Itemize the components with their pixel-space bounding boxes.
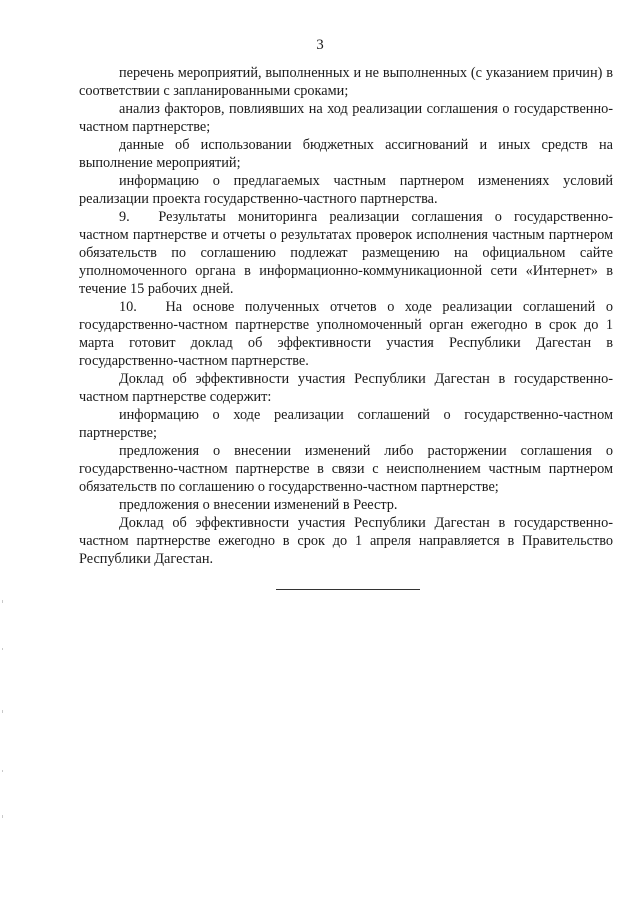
paragraph-progress-info: информацию о ходе реализации соглашений о государственно-частном партнерстве;: [79, 407, 613, 441]
paragraph-report-submission: Доклад об эффективности участия Республики Дагестан в государственно-частном партнерстве ежегодно в срок до 1 апреля направляется в Правительство Республики Дагестан.: [79, 515, 613, 567]
closing-divider-line: [276, 589, 420, 590]
paragraph-amendment-proposals: предложения о внесении изменений либо расторжении соглашения о государственно-частном партнерстве в связи с неисполнением частным партнером обязательств по соглашению о государственно-частном партнерстве;: [79, 443, 613, 495]
page-number: 3: [316, 37, 324, 53]
paragraph-partner-changes: информацию о предлагаемых частным партнером изменениях условий реализации проекта государственно-частного партнерства.: [79, 173, 613, 207]
paragraph-factors-analysis: анализ факторов, повлиявших на ход реализации соглашения о государственно-частном партнерстве;: [79, 101, 613, 135]
document-body: [79, 64, 613, 568]
paragraph-item-9: 9. Результаты мониторинга реализации соглашения о государственно-частном партнерстве и отчеты о результатах проверок исполнения частным партнером обязательств по соглашению подлежат размещению на официальном сайте уполномоченного органа в информационно-коммуникационной сети «Интернет» в течение 15 рабочих дней.: [79, 209, 613, 297]
paragraph-report-contents: Доклад об эффективности участия Республики Дагестан в государственно-частном партнерстве содержит:: [79, 371, 613, 405]
scan-edge-marks: [2, 600, 5, 820]
paragraph-registry-proposals: предложения о внесении изменений в Реестр.: [119, 497, 398, 513]
paragraph-item-10: 10. На основе полученных отчетов о ходе реализации соглашений о государственно-частном партнерстве уполномоченный орган ежегодно в срок до 1 марта готовит доклад об эффективности участия Республики Дагестан в государственно-частном партнерстве.: [79, 299, 613, 369]
paragraph-budget-data: данные об использовании бюджетных ассигнований и иных средств на выполнение мероприятий;: [79, 137, 613, 171]
paragraph-measures-list: перечень мероприятий, выполненных и не выполненных (с указанием причин) в соответствии с запланированными сроками;: [79, 65, 613, 99]
